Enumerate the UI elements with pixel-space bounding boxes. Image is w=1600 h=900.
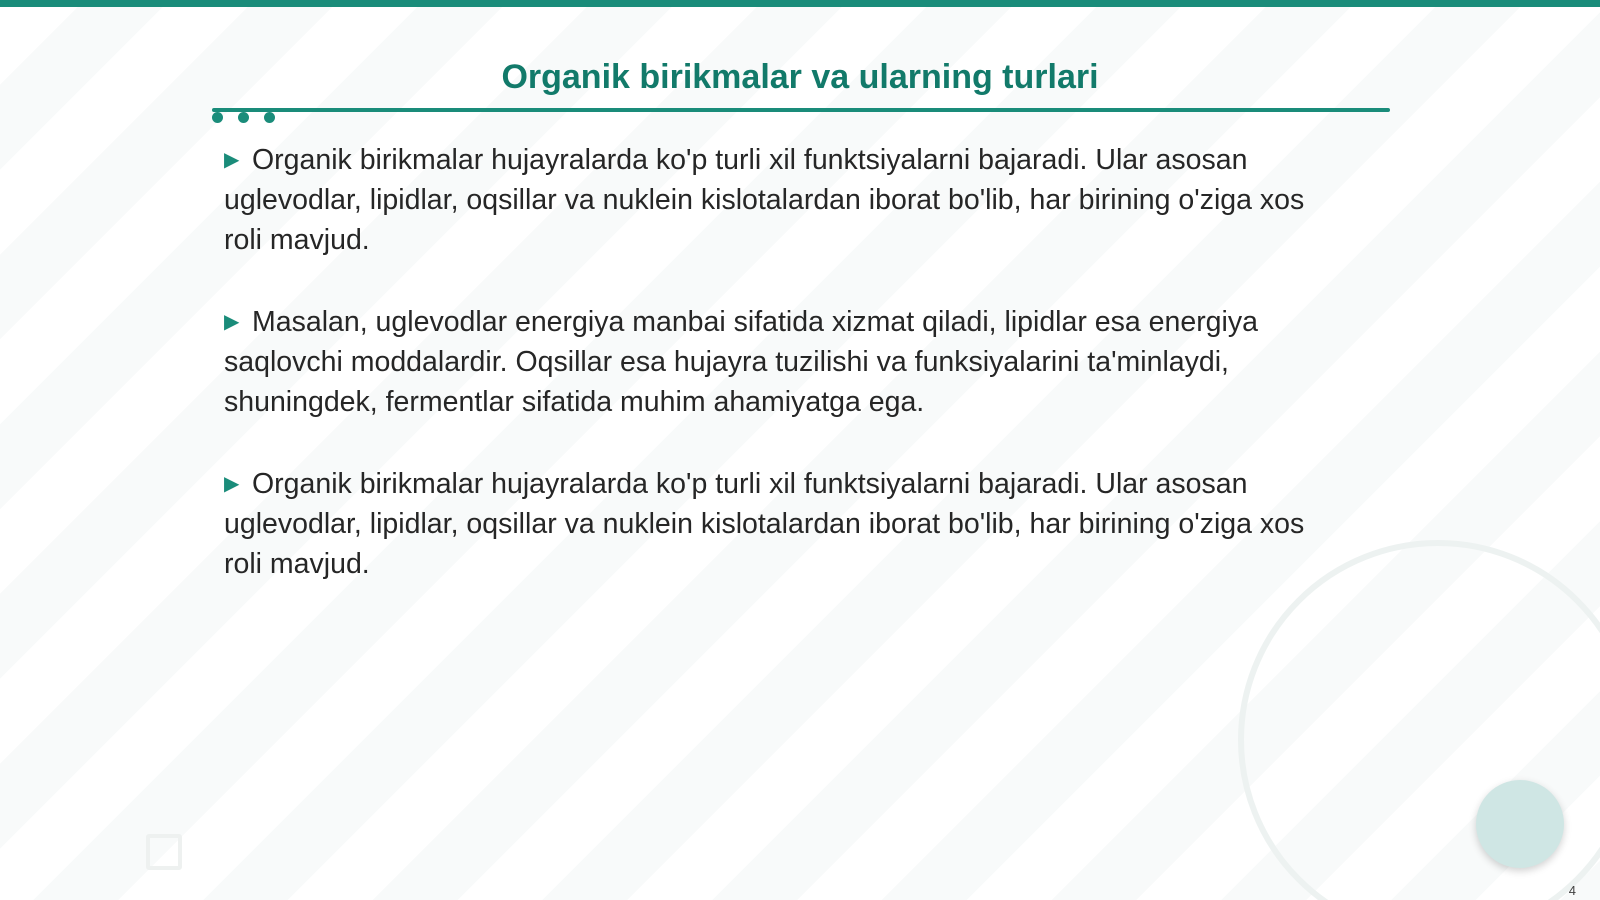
decorative-dot: [212, 112, 223, 123]
triangle-right-icon: ▶: [224, 473, 240, 495]
triangle-right-icon: ▶: [224, 149, 240, 171]
bullet-list: [224, 140, 1344, 626]
triangle-right-icon: ▶: [224, 311, 240, 333]
bullet-item: [224, 140, 1344, 260]
title-underline: [212, 108, 1390, 112]
decorative-circle: [1476, 780, 1564, 868]
slide-title: Organik birikmalar va ularning turlari: [501, 58, 1099, 96]
top-accent-bar: [0, 0, 1600, 7]
decorative-dot: [238, 112, 249, 123]
bullet-text: Organik birikmalar hujayralarda ko'p turli xil funktsiyalarni bajaradi. Ular asosan uglevodlar, lipidlar, oqsillar va nuklein kislotalardan iborat bo'lib, har birining o'ziga xos roli mavjud.: [224, 144, 1305, 256]
bullet-text: Masalan, uglevodlar energiya manbai sifatida xizmat qiladi, lipidlar esa energiya saqlovchi moddalardir. Oqsillar esa hujayra tuzilishi va funksiyalarini ta'minlaydi, shuningdek, fermentlar sifatida muhim ahamiyatga ega.: [224, 306, 1258, 418]
bullet-item: [224, 302, 1344, 422]
bullet-item: [224, 464, 1344, 584]
decorative-square: [146, 834, 182, 870]
bullet-text: Organik birikmalar hujayralarda ko'p turli xil funktsiyalarni bajaradi. Ular asosan uglevodlar, lipidlar, oqsillar va nuklein kislotalardan iborat bo'lib, har birining o'ziga xos roli mavjud.: [224, 468, 1305, 580]
decorative-dot: [264, 112, 275, 123]
page-number: 4: [1568, 883, 1576, 898]
